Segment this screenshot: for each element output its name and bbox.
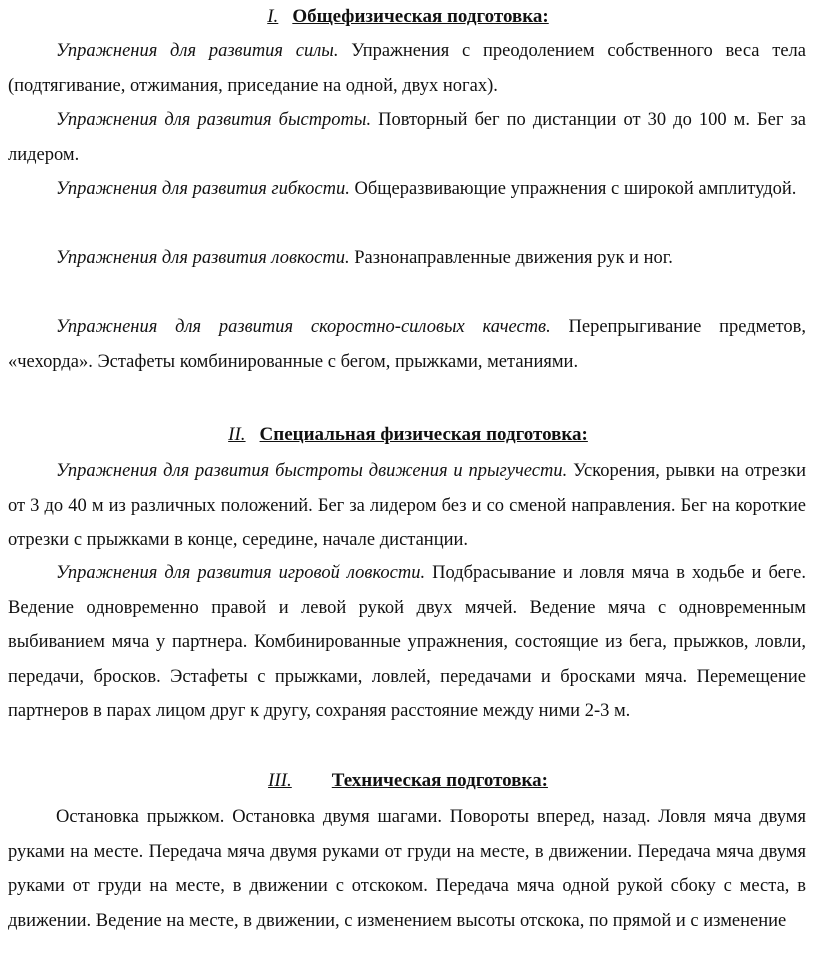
paragraph-lead: Упражнения для развития быстроты.	[56, 110, 372, 130]
paragraph	[8, 556, 806, 729]
paragraph	[8, 800, 806, 938]
section-title: Общефизическая подготовка:	[292, 6, 549, 27]
paragraph	[8, 241, 698, 276]
section-title: Техническая подготовка:	[331, 770, 548, 791]
section-number: III.	[268, 770, 292, 791]
paragraph-text: Ускорения, рывки на отрезки от 3 до 40 м из различных положений. Бег за лидером без и со сменой направления. Бег на короткие отрезки с прыжками в конце, середине, начале дистанции.	[8, 461, 807, 551]
paragraph-text: Повторный бег по дистанции от 30 до 100 м. Бег за лидером.	[8, 110, 807, 165]
section-number: II.	[228, 424, 246, 445]
paragraph-lead: Упражнения для развития силы.	[56, 41, 339, 61]
paragraph-lead: Упражнения для развития быстроты движения и прыгучести.	[56, 461, 568, 481]
paragraph-text: Упражнения с преодолением собственного веса тела (подтягивание, отжимания, приседание на одной, двух ногах).	[8, 41, 806, 96]
paragraph-lead: Упражнения для развития скоростно-силовых качеств.	[56, 317, 551, 337]
paragraph-text: Перепрыгивание предметов, «чехорда». Эстафеты комбинированные с бегом, прыжками, метаниями.	[8, 317, 806, 372]
paragraph-text: Остановка прыжком. Остановка двумя шагами. Повороты вперед, назад. Ловля мяча двумя руками на месте. Передача мяча двумя руками от груди на месте, в движении. Передача мяча двумя руками от груди на месте, в движении с отскоком. Передача мяча одной рукой сбоку с места, в движении. Ведение на месте, в движении, с изменением высоты отскока, по прямой и с изменение	[8, 807, 806, 931]
section-heading	[0, 770, 816, 792]
paragraph-text: Разнонаправленные движения рук и ног.	[354, 248, 673, 268]
paragraph	[8, 454, 806, 558]
section-number: I.	[267, 6, 279, 27]
section-title: Специальная физическая подготовка:	[259, 424, 588, 445]
paragraph	[8, 34, 806, 103]
section-heading	[0, 6, 816, 28]
paragraph-lead: Упражнения для развития игровой ловкости.	[56, 563, 426, 583]
paragraph	[8, 103, 806, 172]
paragraph	[8, 172, 806, 207]
paragraph-lead: Упражнения для развития ловкости.	[56, 248, 350, 268]
paragraph-text: Подбрасывание и ловля мяча в ходьбе и беге. Ведение одновременно правой и левой рукой двух мячей. Ведение мяча с одновременным выбиванием мяча у партнера. Комбинированные упражнения, состоящие из бега, прыжков, ловли, передачи, бросков. Эстафеты с прыжками, ловлей, передачами и бросками мяча. Перемещение партнеров в парах лицом друг к другу, сохраняя расстояние между ними 2-3 м.	[8, 563, 807, 722]
paragraph-text: Общеразвивающие упражнения с широкой амплитудой.	[354, 179, 797, 199]
section-heading	[0, 424, 816, 446]
paragraph	[8, 310, 806, 379]
paragraph-lead: Упражнения для развития гибкости.	[56, 179, 350, 199]
